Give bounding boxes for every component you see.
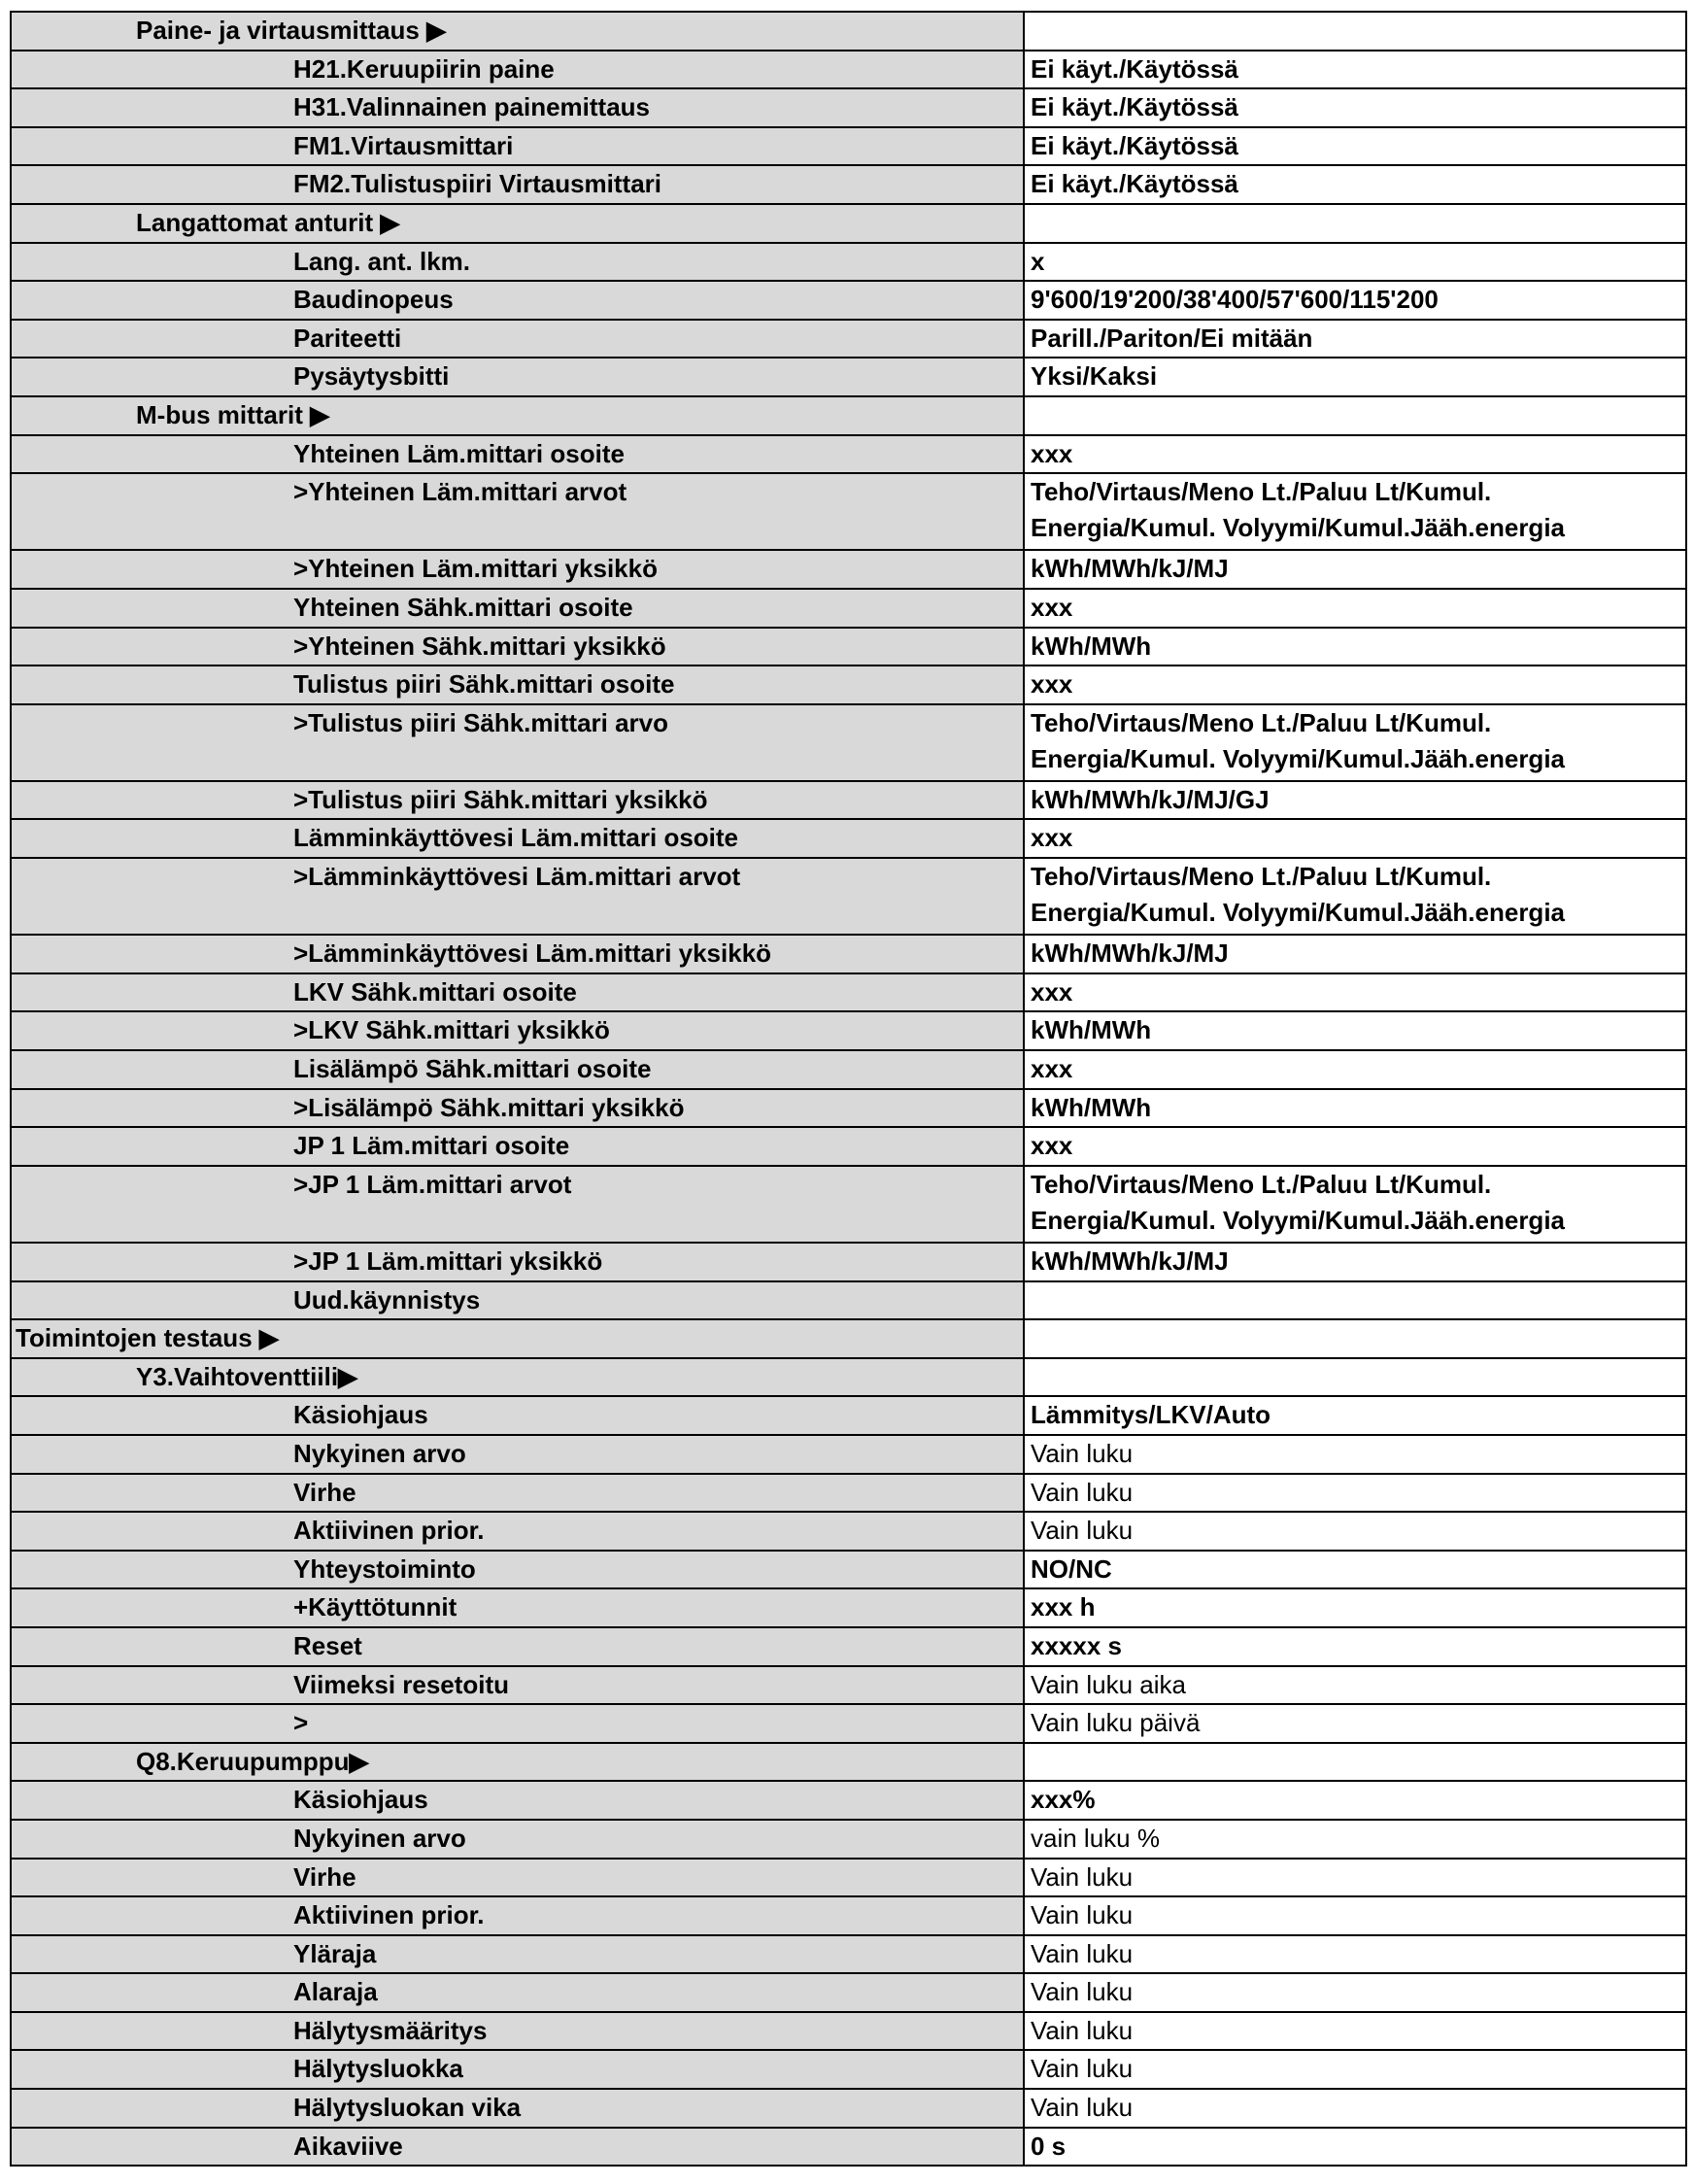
parameter-value: xxx: [1024, 1127, 1686, 1166]
parameter-label: Nykyinen arvo: [11, 1435, 1024, 1474]
table-row: [11, 1704, 1686, 1743]
parameter-label: Yläraja: [11, 1935, 1024, 1974]
parameter-label: >Yhteinen Läm.mittari arvot: [11, 473, 1024, 550]
parameter-label: >: [11, 1704, 1024, 1743]
parameter-value: [1024, 396, 1686, 435]
parameter-value: [1024, 858, 1686, 935]
parameter-value: NO/NC: [1024, 1551, 1686, 1589]
table-row: [11, 243, 1686, 282]
parameter-value: Ei käyt./Käytössä: [1024, 165, 1686, 204]
parameter-value-line-1: Teho/Virtaus/Meno Lt./Paluu Lt/Kumul.: [1031, 862, 1492, 892]
parameter-value: kWh/MWh/kJ/MJ/GJ: [1024, 781, 1686, 820]
parameter-value: Vain luku: [1024, 1435, 1686, 1474]
parameter-label: M-bus mittarit ▶: [11, 396, 1024, 435]
table-row: [11, 935, 1686, 973]
table-row: [11, 165, 1686, 204]
parameter-label: Uud.käynnistys: [11, 1281, 1024, 1320]
parameter-value: xxx: [1024, 435, 1686, 474]
parameter-label: >Tulistus piiri Sähk.mittari arvo: [11, 704, 1024, 781]
parameter-value: Vain luku: [1024, 1512, 1686, 1551]
table-row: [11, 1358, 1686, 1397]
table-row: [11, 1743, 1686, 1782]
table-row: [11, 1281, 1686, 1320]
table-row: [11, 1781, 1686, 1820]
parameter-label: Q8.Keruupumppu▶: [11, 1743, 1024, 1782]
parameter-value: [1024, 1358, 1686, 1397]
parameter-value: 9'600/19'200/38'400/57'600/115'200: [1024, 281, 1686, 320]
table-row: [11, 858, 1686, 935]
table-row: [11, 2050, 1686, 2089]
table-row: [11, 1435, 1686, 1474]
parameter-value-line-1: Teho/Virtaus/Meno Lt./Paluu Lt/Kumul.: [1031, 707, 1492, 737]
parameter-value: [1024, 204, 1686, 243]
parameter-label: Alaraja: [11, 1973, 1024, 2012]
table-row: [11, 973, 1686, 1012]
parameter-label: >JP 1 Läm.mittari arvot: [11, 1166, 1024, 1243]
parameter-label: Pysäytysbitti: [11, 358, 1024, 396]
table-row: [11, 12, 1686, 51]
parameter-label: Yhteystoiminto: [11, 1551, 1024, 1589]
parameter-value: xxx%: [1024, 1781, 1686, 1820]
parameter-value-line-1: Teho/Virtaus/Meno Lt./Paluu Lt/Kumul.: [1031, 477, 1492, 507]
parameter-label: JP 1 Läm.mittari osoite: [11, 1127, 1024, 1166]
parameter-value: Ei käyt./Käytössä: [1024, 88, 1686, 127]
table-row: [11, 1588, 1686, 1627]
table-row: [11, 2128, 1686, 2167]
parameter-value: Lämmitys/LKV/Auto: [1024, 1396, 1686, 1435]
parameter-label: Lämminkäyttövesi Läm.mittari osoite: [11, 819, 1024, 858]
table-row: [11, 2089, 1686, 2128]
table-row: [11, 1166, 1686, 1243]
table-row: [11, 1896, 1686, 1935]
parameter-value: kWh/MWh: [1024, 1011, 1686, 1050]
parameter-value: Ei käyt./Käytössä: [1024, 127, 1686, 166]
parameter-value: [1024, 704, 1686, 781]
parameter-value: xxx: [1024, 1050, 1686, 1089]
parameter-value: Vain luku päivä: [1024, 1704, 1686, 1743]
table-row: [11, 127, 1686, 166]
parameter-value: xxx: [1024, 665, 1686, 704]
parameter-label: >Tulistus piiri Sähk.mittari yksikkö: [11, 781, 1024, 820]
parameter-value: Vain luku: [1024, 2089, 1686, 2128]
table-row: [11, 51, 1686, 89]
table-row: [11, 88, 1686, 127]
table-row: [11, 320, 1686, 358]
parameter-label: H31.Valinnainen painemittaus: [11, 88, 1024, 127]
parameter-value: [1024, 1281, 1686, 1320]
parameter-label: Käsiohjaus: [11, 1781, 1024, 1820]
table-row: [11, 1551, 1686, 1589]
parameter-label: +Käyttötunnit: [11, 1588, 1024, 1627]
table-row: [11, 781, 1686, 820]
table-row: [11, 550, 1686, 589]
parameter-label: Paine- ja virtausmittaus ▶: [11, 12, 1024, 51]
table-row: [11, 1512, 1686, 1551]
table-row: [11, 1319, 1686, 1358]
parameter-label: >Lisälämpö Sähk.mittari yksikkö: [11, 1089, 1024, 1128]
parameter-value: [1024, 1166, 1686, 1243]
parameter-label: Y3.Vaihtoventtiili▶: [11, 1358, 1024, 1397]
parameter-value: [1024, 1319, 1686, 1358]
parameter-label: H21.Keruupiirin paine: [11, 51, 1024, 89]
parameter-label: Toimintojen testaus ▶: [11, 1319, 1024, 1358]
table-row: [11, 1089, 1686, 1128]
parameter-value: x: [1024, 243, 1686, 282]
parameter-value-line-2: Energia/Kumul. Volyymi/Kumul.Jääh.energia: [1031, 743, 1565, 773]
table-row: [11, 665, 1686, 704]
table-row: [11, 1859, 1686, 1897]
parameter-label: >LKV Sähk.mittari yksikkö: [11, 1011, 1024, 1050]
parameter-label: Yhteinen Sähk.mittari osoite: [11, 589, 1024, 628]
parameter-label: LKV Sähk.mittari osoite: [11, 973, 1024, 1012]
parameter-value-line-2: Energia/Kumul. Volyymi/Kumul.Jääh.energia: [1031, 898, 1565, 928]
table-row: [11, 1127, 1686, 1166]
parameter-value: xxxxx s: [1024, 1627, 1686, 1666]
parameter-value-line-1: Teho/Virtaus/Meno Lt./Paluu Lt/Kumul.: [1031, 1169, 1492, 1199]
parameter-label: Aktiivinen prior.: [11, 1896, 1024, 1935]
parameter-value: kWh/MWh: [1024, 628, 1686, 666]
table-row: [11, 204, 1686, 243]
parameter-label: Viimeksi resetoitu: [11, 1666, 1024, 1705]
parameter-label: Käsiohjaus: [11, 1396, 1024, 1435]
parameter-value-line-2: Energia/Kumul. Volyymi/Kumul.Jääh.energia: [1031, 1205, 1565, 1235]
parameter-value: Ei käyt./Käytössä: [1024, 51, 1686, 89]
table-row: [11, 1973, 1686, 2012]
table-row: [11, 358, 1686, 396]
parameter-label: Nykyinen arvo: [11, 1820, 1024, 1859]
parameter-label: Hälytysluokan vika: [11, 2089, 1024, 2128]
parameter-value: Parill./Pariton/Ei mitään: [1024, 320, 1686, 358]
table-row: [11, 281, 1686, 320]
table-row: [11, 628, 1686, 666]
parameter-value: Vain luku: [1024, 1973, 1686, 2012]
parameter-label: Hälytysmääritys: [11, 2012, 1024, 2051]
parameter-value: Vain luku: [1024, 1896, 1686, 1935]
parameter-label: FM1.Virtausmittari: [11, 127, 1024, 166]
parameter-label: Reset: [11, 1627, 1024, 1666]
parameter-value: kWh/MWh/kJ/MJ: [1024, 1243, 1686, 1281]
parameter-label: >Yhteinen Sähk.mittari yksikkö: [11, 628, 1024, 666]
parameter-value: xxx: [1024, 819, 1686, 858]
parameter-table: [10, 11, 1687, 2167]
table-row: [11, 1666, 1686, 1705]
parameter-label: Aikaviive: [11, 2128, 1024, 2167]
parameter-value: Vain luku: [1024, 1935, 1686, 1974]
parameter-label: Aktiivinen prior.: [11, 1512, 1024, 1551]
parameter-value: kWh/MWh/kJ/MJ: [1024, 935, 1686, 973]
parameter-label: Virhe: [11, 1474, 1024, 1513]
parameter-label: Virhe: [11, 1859, 1024, 1897]
table-row: [11, 1935, 1686, 1974]
parameter-label: Lang. ant. lkm.: [11, 243, 1024, 282]
table-row: [11, 473, 1686, 550]
table-row: [11, 1243, 1686, 1281]
table-row: [11, 2012, 1686, 2051]
table-row: [11, 819, 1686, 858]
parameter-label: Baudinopeus: [11, 281, 1024, 320]
parameter-label: >JP 1 Läm.mittari yksikkö: [11, 1243, 1024, 1281]
parameter-value: xxx: [1024, 589, 1686, 628]
table-row: [11, 1820, 1686, 1859]
table-row: [11, 704, 1686, 781]
parameter-value: Yksi/Kaksi: [1024, 358, 1686, 396]
parameter-value: Vain luku: [1024, 1474, 1686, 1513]
parameter-value: Vain luku: [1024, 2050, 1686, 2089]
table-row: [11, 435, 1686, 474]
parameter-label: Tulistus piiri Sähk.mittari osoite: [11, 665, 1024, 704]
table-row: [11, 1396, 1686, 1435]
parameter-value: xxx: [1024, 973, 1686, 1012]
parameter-label: Hälytysluokka: [11, 2050, 1024, 2089]
parameter-value: vain luku %: [1024, 1820, 1686, 1859]
parameter-value: xxx h: [1024, 1588, 1686, 1627]
parameter-value: kWh/MWh/kJ/MJ: [1024, 550, 1686, 589]
parameter-label: >Yhteinen Läm.mittari yksikkö: [11, 550, 1024, 589]
parameter-value: Vain luku: [1024, 2012, 1686, 2051]
table-row: [11, 1627, 1686, 1666]
parameter-label: Langattomat anturit ▶: [11, 204, 1024, 243]
parameter-value: [1024, 473, 1686, 550]
parameter-value: [1024, 1743, 1686, 1782]
table-row: [11, 396, 1686, 435]
parameter-value-line-2: Energia/Kumul. Volyymi/Kumul.Jääh.energia: [1031, 513, 1565, 543]
table-row: [11, 1050, 1686, 1089]
table-row: [11, 589, 1686, 628]
parameter-value: Vain luku aika: [1024, 1666, 1686, 1705]
parameter-label: FM2.Tulistuspiiri Virtausmittari: [11, 165, 1024, 204]
parameter-label: Pariteetti: [11, 320, 1024, 358]
parameter-label: Yhteinen Läm.mittari osoite: [11, 435, 1024, 474]
parameter-label: >Lämminkäyttövesi Läm.mittari yksikkö: [11, 935, 1024, 973]
parameter-label: Lisälämpö Sähk.mittari osoite: [11, 1050, 1024, 1089]
parameter-value: 0 s: [1024, 2128, 1686, 2167]
table-row: [11, 1011, 1686, 1050]
parameter-table-body: [11, 12, 1686, 2166]
parameter-value: [1024, 12, 1686, 51]
table-row: [11, 1474, 1686, 1513]
parameter-value: kWh/MWh: [1024, 1089, 1686, 1128]
parameter-label: >Lämminkäyttövesi Läm.mittari arvot: [11, 858, 1024, 935]
parameter-value: Vain luku: [1024, 1859, 1686, 1897]
